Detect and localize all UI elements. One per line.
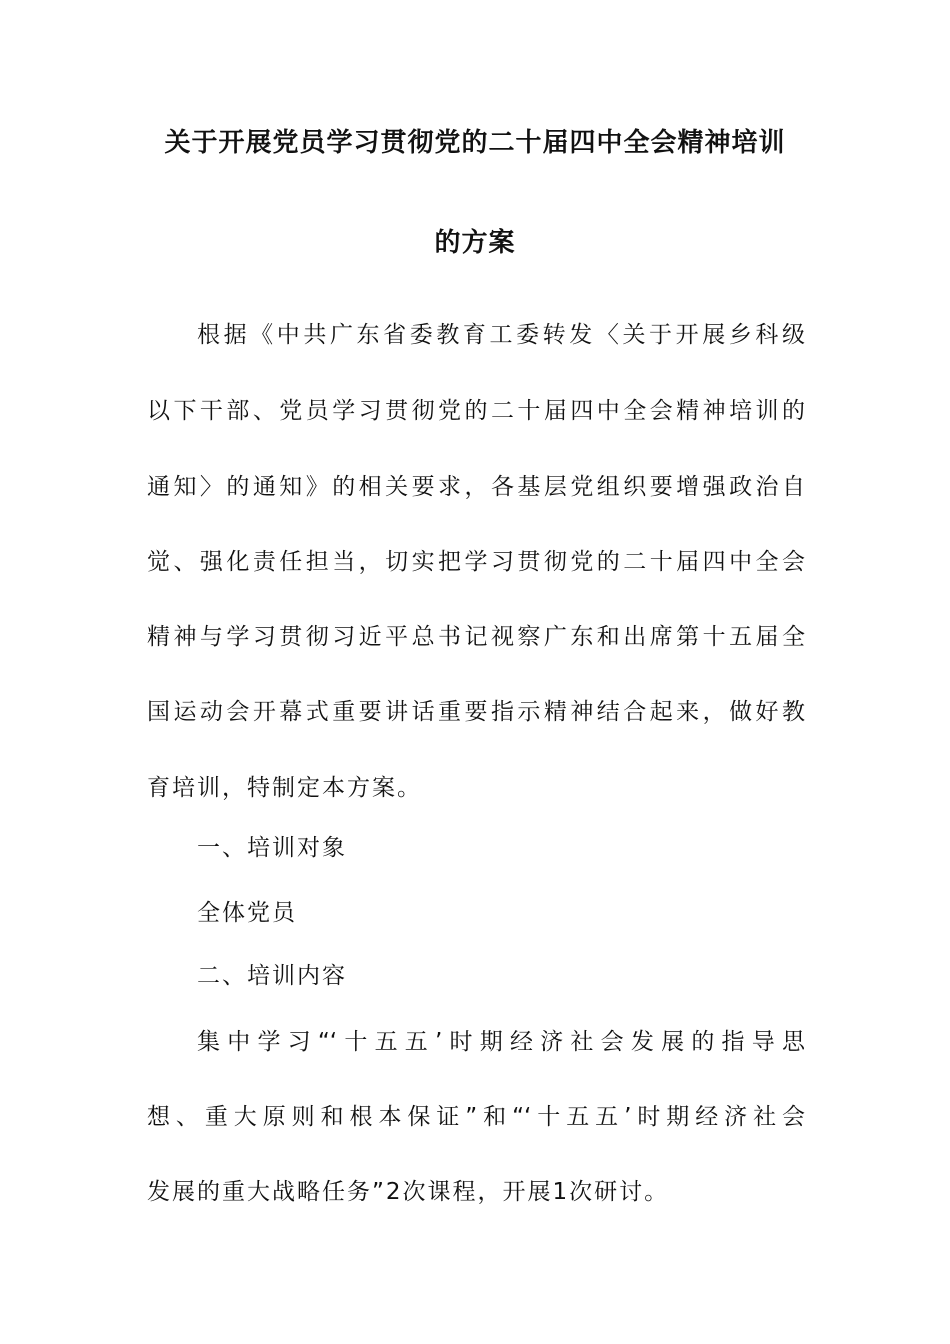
text-line: 以下干部、党员学习贯彻党的二十届四中全会精神培训的 (147, 398, 805, 424)
text-line: 觉、强化责任担当，切实把学习贯彻党的二十届四中全会 (147, 549, 805, 575)
text-line: 国运动会开幕式重要讲话重要指示精神结合起来，做好教 (147, 699, 805, 725)
text-line: 集中学习“‘十五五’时期经济社会发展的指导思 (197, 1029, 805, 1055)
text-line: 发展的重大战略任务”2次课程，开展1次研讨。 (147, 1179, 670, 1205)
text-line: 精神与学习贯彻习近平总书记视察广东和出席第十五届全 (147, 624, 805, 650)
title-line-2: 的方案 (434, 228, 516, 258)
text-line: 根据《中共广东省委教育工委转发〈关于开展乡科级 (197, 322, 805, 348)
text-line: 想、重大原则和根本保证”和“‘十五五’时期经济社会 (147, 1104, 805, 1130)
text-line: 通知〉的通知》的相关要求，各基层党组织要增强政治自 (147, 474, 805, 500)
title-line-1: 关于开展党员学习贯彻党的二十届四中全会精神培训 (164, 128, 786, 158)
section-2-heading: 二、培训内容 (197, 963, 347, 989)
text-line: 育培训，特制定本方案。 (147, 775, 422, 801)
section-1-heading: 一、培训对象 (197, 835, 347, 861)
section-1-body: 全体党员 (197, 900, 297, 926)
